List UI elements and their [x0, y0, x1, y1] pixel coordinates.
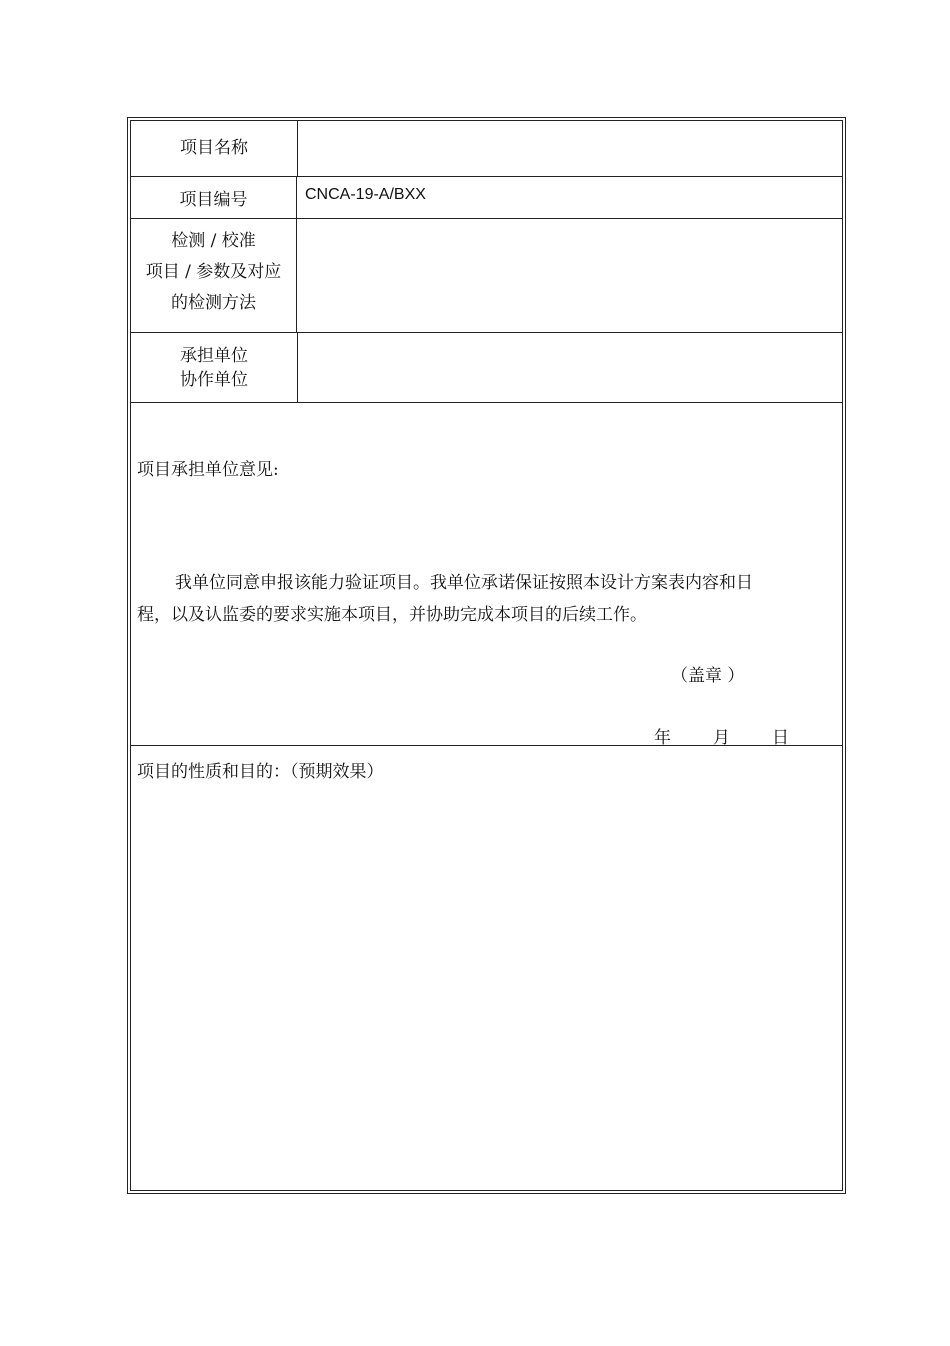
row-units — [131, 333, 842, 403]
test-method-label: 检测 / 校准 项目 / 参数及对应 的检测方法 — [131, 219, 297, 332]
date-month: 月 — [713, 728, 730, 748]
row-project-name — [131, 121, 842, 177]
units-value[interactable] — [298, 333, 842, 402]
project-number-label: 项目编号 — [131, 177, 297, 218]
row-project-number — [131, 177, 842, 219]
seal-placeholder: （盖章 ） — [671, 666, 745, 686]
row-project-nature — [131, 746, 842, 1190]
project-number-value[interactable]: CNCA-19-A/BXX — [305, 186, 426, 203]
row-opinion — [131, 403, 842, 746]
application-form — [127, 117, 846, 1194]
opinion-heading: 项目承担单位意见: — [137, 460, 279, 480]
date-year: 年 — [654, 728, 671, 748]
opinion-statement-line2: 程，以及认监委的要求实施本项目，并协助完成本项目的后续工作。 — [137, 605, 647, 625]
test-method-value[interactable] — [298, 219, 842, 332]
project-nature-heading: 项目的性质和目的：（预期效果） — [137, 762, 384, 782]
project-name-label: 项目名称 — [131, 121, 298, 176]
units-label: 承担单位 协作单位 — [131, 333, 298, 402]
opinion-statement-line1: 我单位同意申报该能力验证项目。我单位承诺保证按照本设计方案表内容和日 — [175, 573, 753, 593]
row-test-method — [131, 219, 842, 333]
form-inner-border — [130, 120, 843, 1191]
project-name-value[interactable] — [298, 121, 842, 176]
date-day: 日 — [772, 728, 789, 748]
